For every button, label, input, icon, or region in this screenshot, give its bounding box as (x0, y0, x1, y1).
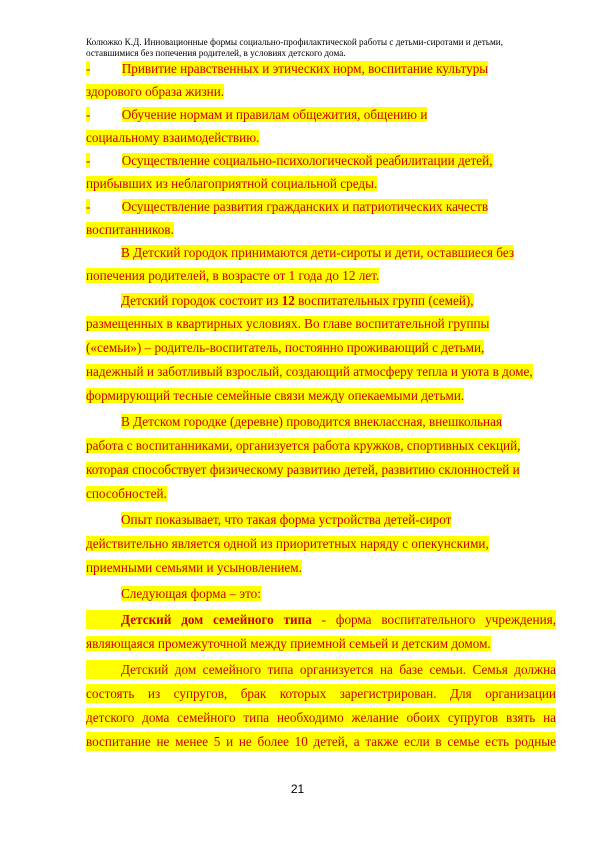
text-line (86, 634, 491, 653)
line-text: формирующий тесные семейные связи между опекаемыми детьми. (86, 388, 465, 403)
paragraph-first-line (86, 610, 556, 629)
line-text: надежный и заботливый взрослый, создающий атмосферу тепла и уюта в доме, (86, 364, 533, 379)
line-text: являющаяся промежуточной между приемной семьей и детским домом. (86, 636, 491, 651)
line-text: - форма воспитательного учреждения, (311, 612, 557, 627)
line-text: Следующая форма – это: (121, 586, 261, 601)
paragraph-first-line (86, 510, 451, 529)
header-line-1: Колюжко К.Д. Инновационные формы социально-профилактической работы с детьми-сиротами и детьми, (86, 37, 503, 47)
bullet-line (86, 151, 493, 170)
line-text: прибывших из неблагоприятной социальной среды. (86, 176, 378, 191)
text-line (86, 558, 302, 577)
bullet-text: Осуществление социально-психологической реабилитации детей, (121, 153, 493, 168)
paragraph-first-line (86, 243, 514, 262)
text-line (86, 484, 167, 503)
line-text: работа с воспитанниками, организуется работа кружков, спортивных секций, (86, 438, 521, 453)
line-text: В Детском городке (деревне) проводится внеклассная, внешкольная (121, 414, 503, 429)
paragraph-first-line (86, 291, 474, 310)
text-line: детского дома семейного типа необходимо желание обоих супругов взять на (86, 710, 556, 725)
text-line (86, 436, 520, 455)
line-text: здорового образа жизни. (86, 84, 225, 99)
text-line (86, 534, 489, 553)
line-text: приемными семьями и усыновлением. (86, 560, 302, 575)
bullet-text: Привитие нравственных и этических норм, воспитание культуры (121, 61, 489, 76)
page-number: 21 (290, 782, 305, 796)
line-text: Детский городок состоит из 12 воспитательных групп (семей), (121, 293, 474, 308)
paragraph-first-line: Детский дом семейного типа организуется на базе семьи. Семья должна (86, 660, 556, 679)
bullet-text: Осуществление развития гражданских и патриотических качеств (121, 199, 489, 214)
text-line (86, 386, 464, 405)
line-text: («семьи») – родитель-воспитатель, постоянно проживающий с детьми, (86, 340, 485, 355)
bold-number: 12 (281, 293, 295, 308)
line-text: Опыт показывает, что такая форма устройства детей-сирот (121, 512, 452, 527)
line-text: воспитанников. (86, 222, 174, 237)
text-line (86, 314, 489, 333)
text-line (86, 220, 174, 239)
bullet-dash: - (86, 153, 91, 168)
line-text: В Детский городок принимаются дети-сироты и дети, оставшиеся без (121, 245, 515, 260)
header-line-2: оставшимися без попечения родителей, в условиях детского дома. (86, 48, 346, 58)
bullet-dash: - (86, 199, 91, 214)
line-text: попечения родителей, в возрасте от 1 года до 12 лет. (86, 268, 380, 283)
text-line (86, 266, 379, 285)
text-line (86, 82, 224, 101)
bullet-line (86, 59, 488, 78)
paragraph-first-line (86, 412, 502, 431)
running-header (86, 37, 546, 59)
text-line (86, 128, 259, 147)
text-line (86, 460, 520, 479)
line-text: размещенных в квартирных условиях. Во главе воспитательной группы (86, 316, 490, 331)
bullet-line (86, 197, 488, 216)
text-line: состоять из супругов, брак которых зарегистрирован. Для организации (86, 686, 556, 701)
text-line (86, 362, 533, 381)
text-line (86, 338, 484, 357)
bullet-line (86, 105, 427, 124)
line-text: способностей. (86, 486, 167, 501)
term-bold: Детский дом семейного типа (121, 612, 312, 627)
line-text: которая способствует физическому развитию детей, развитию склонностей и (86, 462, 520, 477)
paragraph-first-line (86, 584, 261, 603)
bullet-dash: - (86, 61, 91, 76)
text-line (86, 174, 377, 193)
text-line: воспитание не менее 5 и не более 10 детей, а также если в семье есть родные (86, 734, 556, 749)
bullet-dash: - (86, 107, 91, 122)
line-text: действительно является одной из приоритетных наряду с опекунскими, (86, 536, 489, 551)
bullet-text: Обучение нормам и правилам общежития, общению и (121, 107, 428, 122)
line-text: социальному взаимодействию. (86, 130, 260, 145)
